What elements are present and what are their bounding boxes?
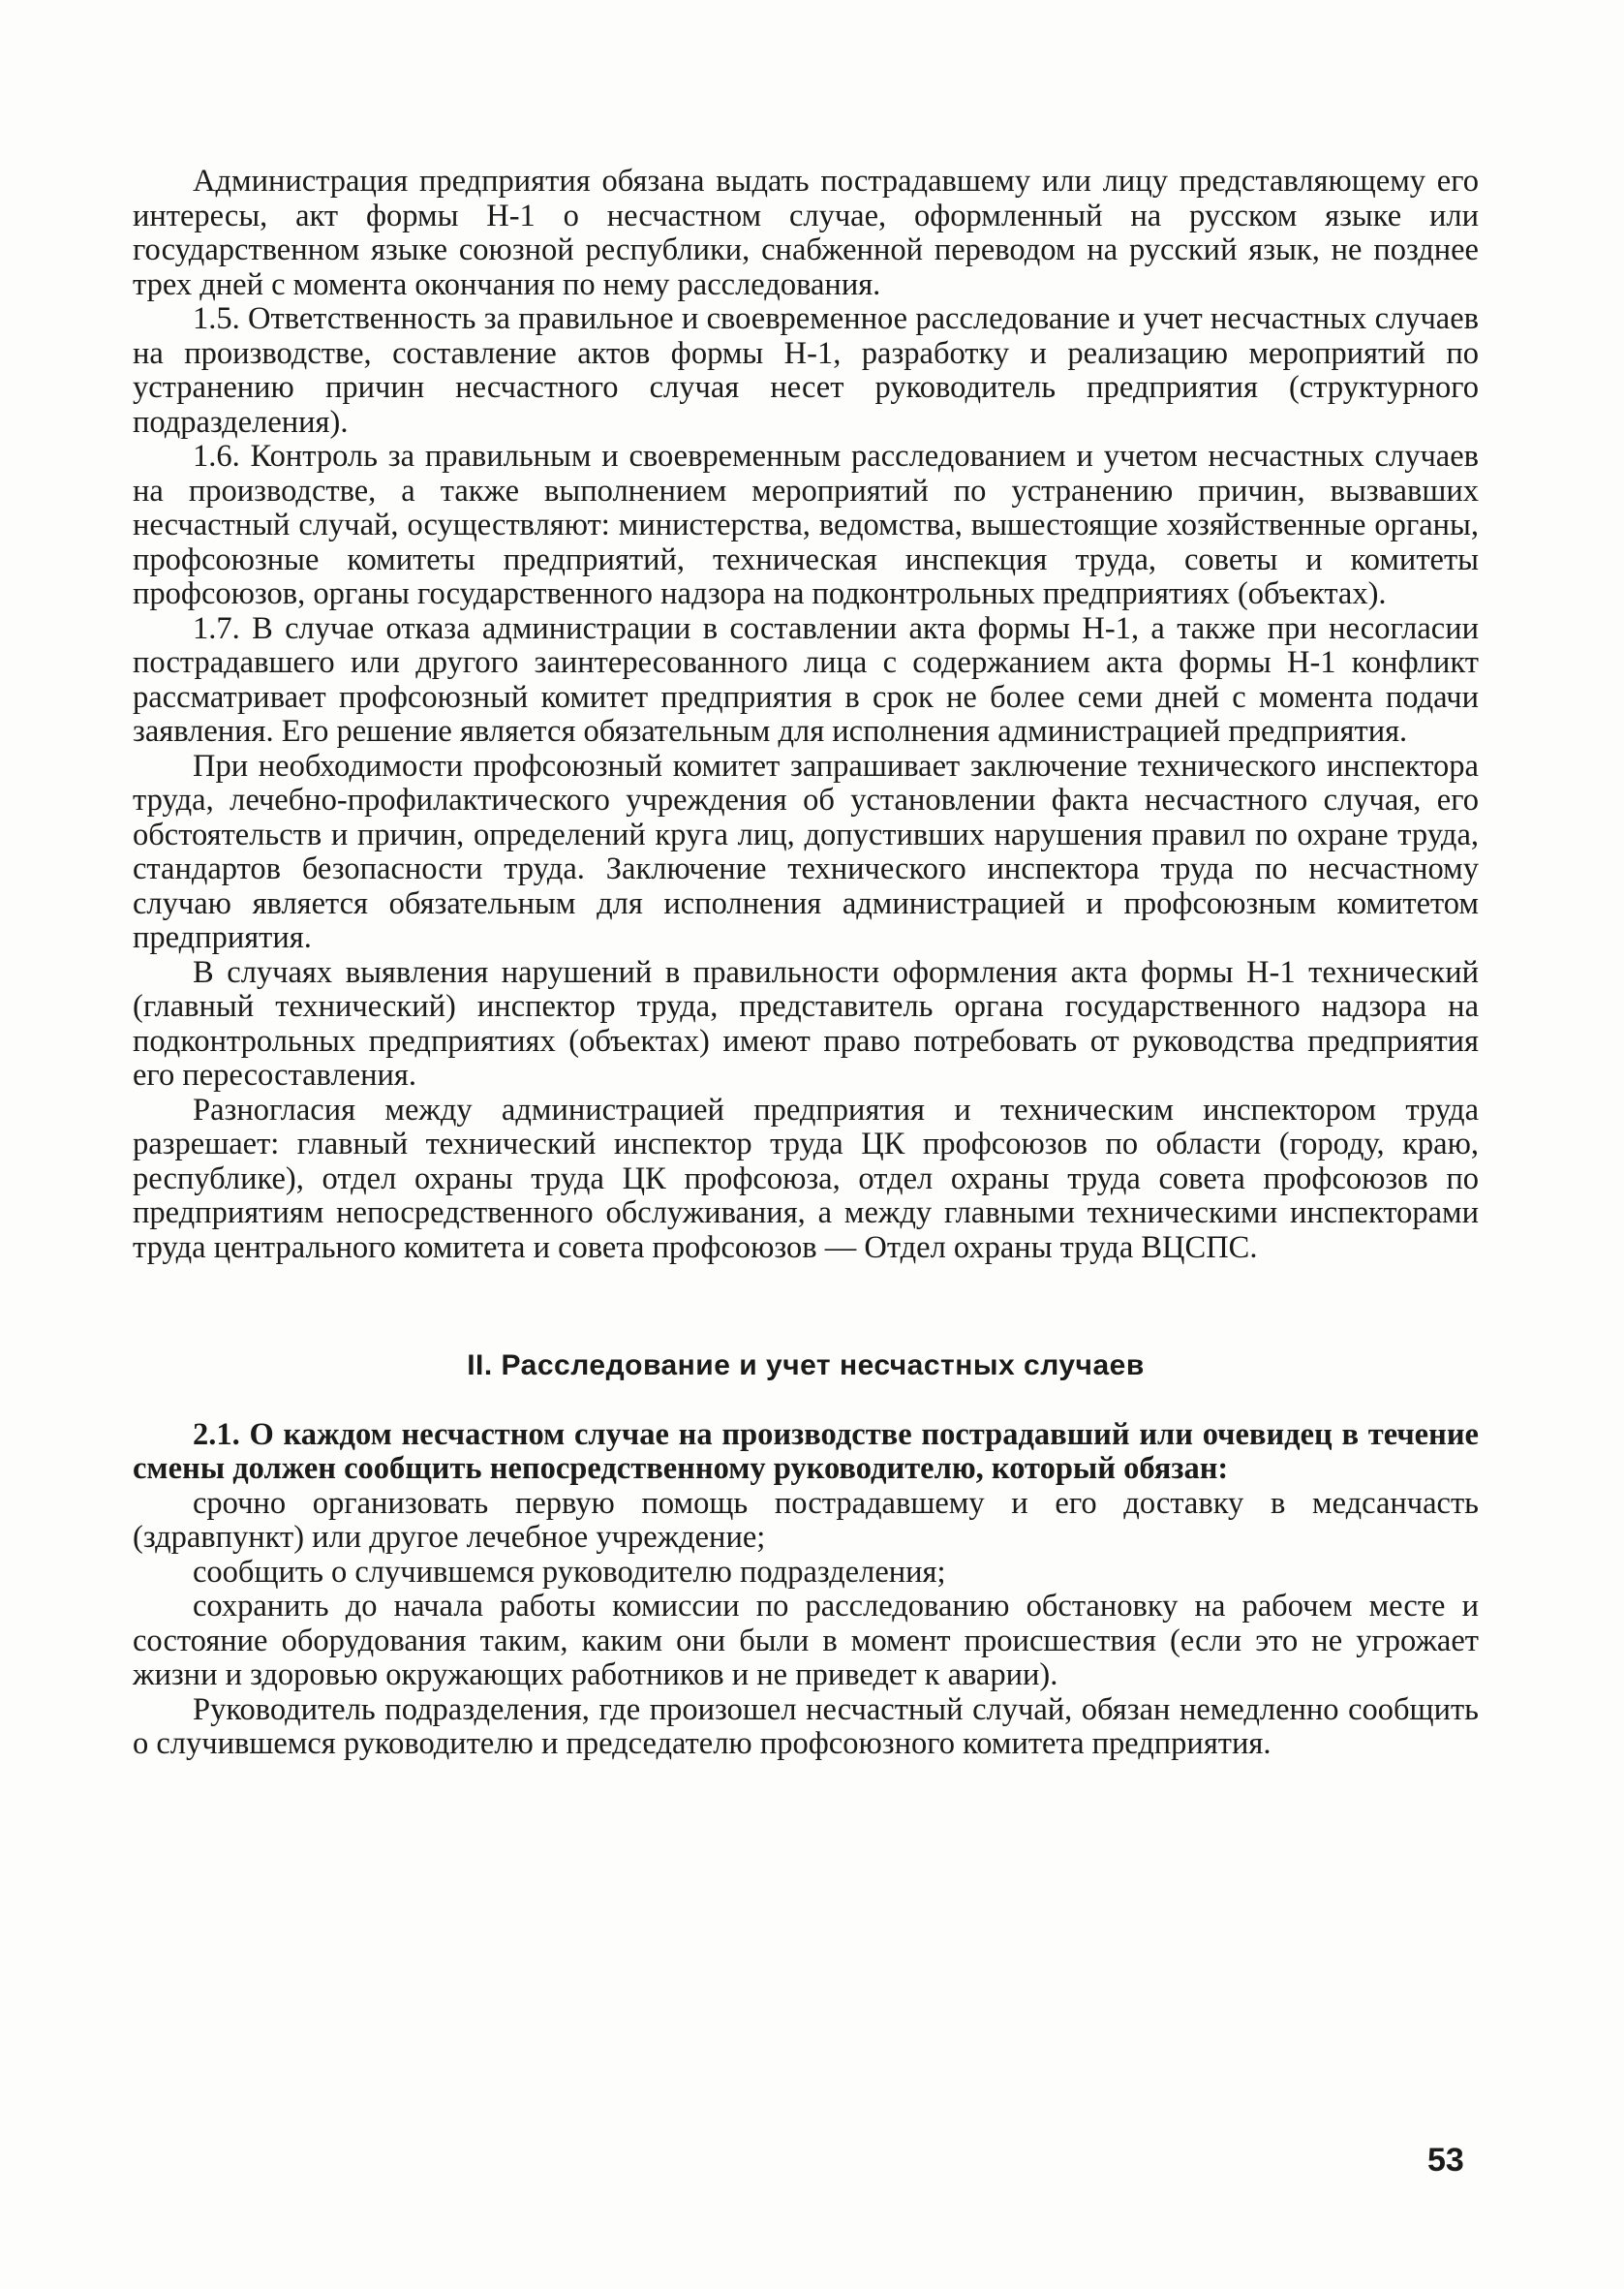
paragraph-administration-duty: Администрация предприятия обязана выдать пострадавшему или лицу представляющему его интересы, акт формы Н-1 о несчастном случае, оформленный на русском языке или государственном языке союзной республики, снабженной переводом на русский язык, не позднее трех дней с момента окончания по нему расследования. bbox=[133, 164, 1479, 302]
paragraph-1-5-responsibility: 1.5. Ответственность за правильное и своевременное расследование и учет несчастных случаев на производстве, составление актов формы Н-1, разработку и реализацию мероприятий по устранению причин несчастного случая несет руководитель предприятия (структурного подразделения). bbox=[133, 301, 1479, 440]
section-investigation bbox=[133, 1418, 1479, 1762]
paragraph-head-notification: Руководитель подразделения, где произошел несчастный случай, обязан немедленно сообщить о случившемся руководителю и председателю профсоюзного комитета предприятия. bbox=[133, 1691, 1479, 1761]
section-heading-investigation: II. Расследование и учет несчастных случаев bbox=[467, 1349, 1145, 1381]
list-item-preserve-scene: сохранить до начала работы комиссии по расследованию обстановку на рабочем месте и состояние оборудования таким, каким они были в момент происшествия (если это не угрожает жизни и здоровью окружающих работников и не приведет к аварии). bbox=[133, 1589, 1479, 1692]
paragraph-technical-inspector-conclusion: При необходимости профсоюзный комитет запрашивает заключение технического инспектора труда, лечебно-профилактического учреждения об установлении факта несчастного случая, его обстоятельств и причин, определений круга лиц, допустивших нарушения правил по охране труда, стандартов безопасности труда. Заключение технического инспектора труда по несчастному случаю является обязательным для исполнения администрацией и профсоюзным комитетом предприятия. bbox=[133, 748, 1479, 955]
paragraph-2-1-report: 2.1. О каждом несчастном случае на производстве пострадавший или очевидец в течение смены должен сообщить непосредственному руководителю, который обязан: bbox=[133, 1416, 1479, 1486]
paragraph-violations-found: В случаях выявления нарушений в правильности оформления акта формы Н-1 технический (главный технический) инспектор труда, представитель органа государственного надзора на подконтрольных предприятиях (объектах) имеют право потребовать от руководства предприятия его пересоставления. bbox=[133, 954, 1479, 1093]
paragraph-1-7-refusal: 1.7. В случае отказа администрации в составлении акта формы Н-1, а также при несогласии пострадавшего или другого заинтересованного лица с содержанием акта формы Н-1 конфликт рассматривает профсоюзный комитет предприятия в срок не более семи дней с момента подачи заявления. Его решение является обязательным для исполнения администрацией предприятия. bbox=[133, 610, 1479, 749]
page-number: 53 bbox=[1427, 2142, 1464, 2179]
document-body bbox=[133, 165, 1479, 1762]
list-item-notify-head: сообщить о случившемся руководителю подразделения; bbox=[193, 1554, 946, 1590]
paragraph-1-6-control: 1.6. Контроль за правильным и своевременным расследованием и учетом несчастных случаев на производстве, а также выполнением мероприятий по устранению причин, вызвавших несчастный случай, осуществляют: министерства, ведомства, вышестоящие хозяйственные органы, профсоюзные комитеты предприятий, техническая инспекция труда, советы и комитеты профсоюзов, органы государственного надзора на подконтрольных предприятиях (объектах). bbox=[133, 439, 1479, 611]
paragraph-disagreements: Разногласия между администрацией предприятия и техническим инспектором труда разрешает: главный технический инспектор труда ЦК профсоюзов по области (городу, краю, республике), отдел охраны труда ЦК профсоюза, отдел охраны труда совета профсоюзов по предприятиям непосредственного обслуживания, а между главными техническими инспекторами труда центрального комитета и совета профсоюзов — Отдел охраны труда ВЦСПС. bbox=[133, 1092, 1479, 1265]
list-item-first-aid: срочно организовать первую помощь пострадавшему и его доставку в медсанчасть (здравпункт) или другое лечебное учреждение; bbox=[133, 1485, 1479, 1555]
